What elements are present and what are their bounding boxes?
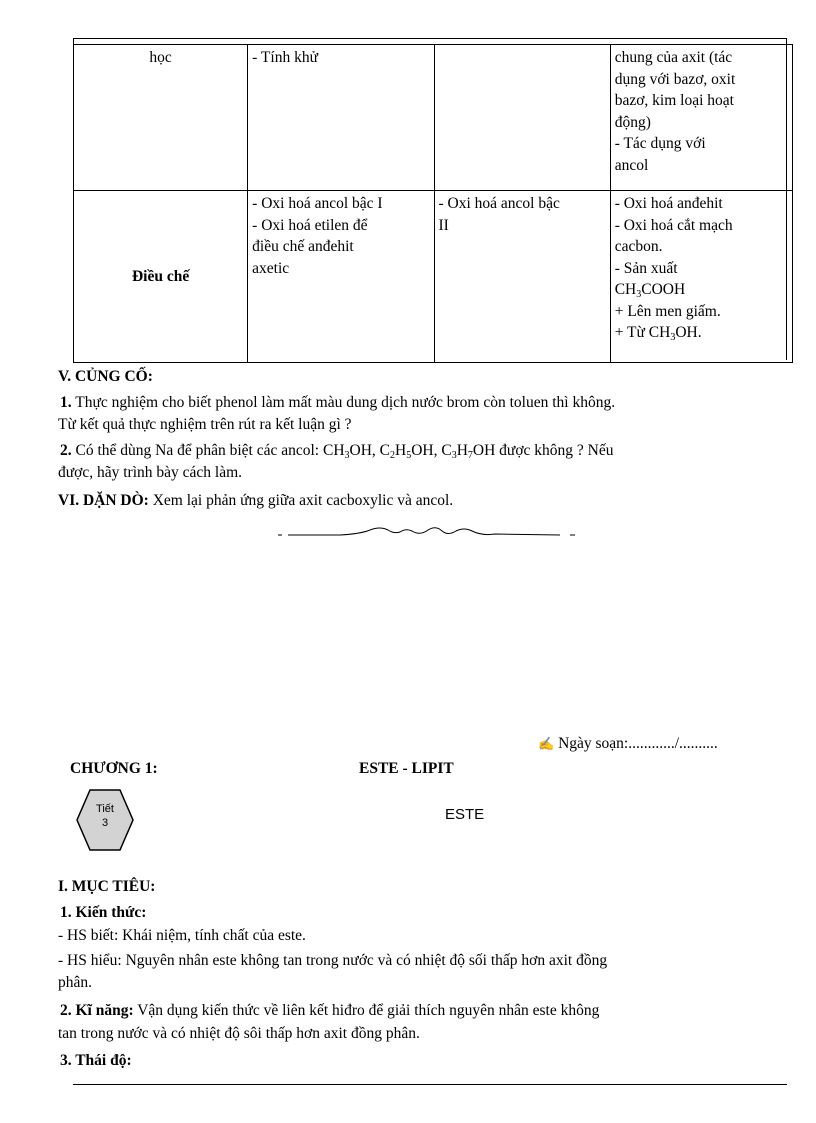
table-cell: - Oxi hoá ancol bậc I - Oxi hoá etilen để điều chế anđehit axetic xyxy=(248,191,434,363)
table-row xyxy=(74,45,793,191)
text-line: phân. xyxy=(58,974,93,991)
table-cell xyxy=(434,45,610,191)
chem-formula: + Từ $CH_3OH$. xyxy=(614,324,702,343)
question-1-cont: Từ kết quả thực nghiệm trên rút ra kết luận gì ? xyxy=(58,416,352,433)
chapter-title: ESTE - LIPIT xyxy=(359,760,454,777)
chem-formula: $CH_3COOH$ xyxy=(614,281,686,300)
date-line: ✍ Ngày soạn:............/.......... xyxy=(538,735,718,752)
subheading: 3. Thái độ: xyxy=(60,1052,132,1069)
question-2-cont: được, hãy trình bày cách làm. xyxy=(58,464,243,481)
comparison-table xyxy=(73,44,793,363)
pencil-icon: ✍ xyxy=(538,736,555,751)
text-line: 2. Kĩ năng: Vận dụng kiến thức về liên kết hiđro để giải thích nguyên nhân este không xyxy=(60,1002,600,1019)
bottom-rule xyxy=(73,1084,787,1085)
lesson-title: ESTE xyxy=(445,806,485,823)
lesson-badge: Tiết 3 xyxy=(96,803,114,829)
question-2: 2. Có thể dùng Na để phân biệt các ancol: $CH_3OH$, $C_2H_5OH$, $C_3H_7OH$ được không ? Nếu xyxy=(60,442,614,461)
ornament-divider xyxy=(270,522,590,544)
section-heading: I. MỤC TIÊU: xyxy=(58,878,156,895)
table-cell: chung của axit (tác dụng với bazơ, oxit bazơ, kim loại hoạt động) - Tác dụng với ancol xyxy=(610,45,792,191)
text-line: tan trong nước và có nhiệt độ sôi thấp hơn axit đồng phân. xyxy=(58,1025,420,1042)
table-cell: - Oxi hoá ancol bậc II xyxy=(434,191,610,363)
subheading: 1. Kiến thức: xyxy=(60,904,147,921)
table-cell: - Oxi hoá anđehit - Oxi hoá cắt mạch cacbon. - Sản xuất $CH_3COOH$ + Lên men giấm. + Từ $CH_3OH$. xyxy=(610,191,792,363)
chapter-label: CHƯƠNG 1: xyxy=(70,760,158,777)
text-line: - HS biết: Khái niệm, tính chất của este. xyxy=(58,927,306,944)
row-label: Điều chế xyxy=(74,191,248,363)
dan-do: VI. DẶN DÒ: Xem lại phản ứng giữa axit cacboxylic và ancol. xyxy=(58,492,454,509)
text-line: - HS hiểu: Nguyên nhân este không tan trong nước và có nhiệt độ sối thấp hơn axit đồng xyxy=(58,952,608,969)
section-heading: V. CỦNG CỐ: xyxy=(58,368,153,385)
row-label: học xyxy=(74,45,248,191)
question-1: 1. Thực nghiệm cho biết phenol làm mất màu dung dịch nước brom còn toluen thì không. xyxy=(60,394,616,411)
table-row xyxy=(74,191,793,363)
table-cell: - Tính khử xyxy=(248,45,434,191)
top-rule xyxy=(73,38,787,39)
